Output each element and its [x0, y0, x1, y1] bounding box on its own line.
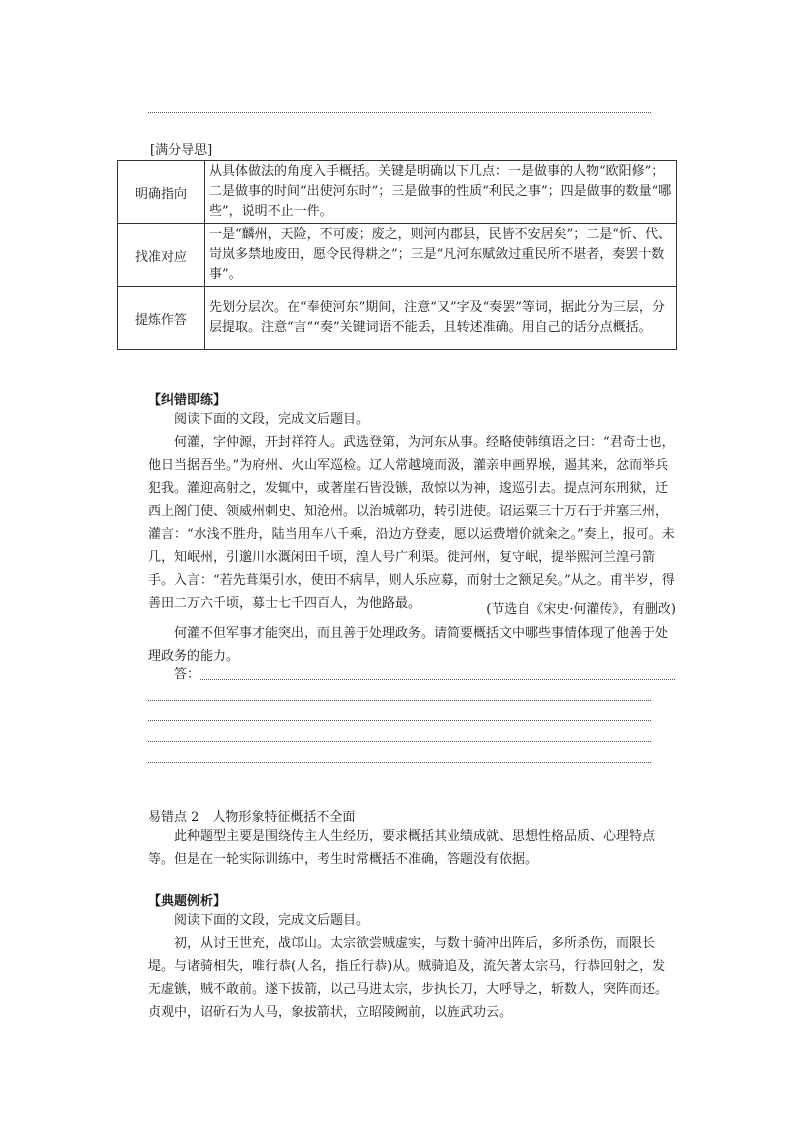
answer-line: [148, 720, 651, 721]
example-passage: 初，从讨王世充，战邙山。太宗欲尝贼虚实，与数十骑冲出阵后，多所杀伤，而限长堤。与诸骑相失，唯行恭(人名，指丘行恭)从。贼骑追及，流矢著太宗马，行恭回射之，发无虚镞，贼不敢前。遂下拔箭，以己马进太宗，步执长刀，大呼导之，斩数人，突阵而还。贞观中，诏斫石为人马，象拔箭状，立昭陵阙前，以旌武功云。: [148, 936, 669, 1020]
error-point-title: 易错点 2 人物形象特征概括不全面: [148, 810, 356, 825]
answer-line: [200, 679, 675, 680]
practice-question: 何灌不但军事才能突出，而且善于处理政务。请简要概括文中哪些事情体现了他善于处理政务的能力。: [148, 626, 669, 664]
practice-source: (节选自《宋史·何灌传》，有删改): [486, 602, 676, 617]
answer-label: 答：: [174, 667, 201, 682]
practice-instruction: 阅读下面的文段，完成文后题目。: [174, 412, 370, 427]
row-label: 明确指向: [118, 161, 205, 224]
practice-passage: 何灌，字仲源，开封祥符人。武选登第，为河东从事。经略使韩缜语之曰：“君奇士也，他日当据吾坐。”为府州、火山军巡检。辽人常越境而汲，灌亲申画界堠，遏其来，忿而举兵犯我。灌迎高射之，发辄中，或著崖石皆没镞，敌惊以为神，逡巡引去。提点河东刑狱，迁西上阁门使、领威州刺史、知沧州。以治城鄣功，转引进使。诏运粟三十万石于并塞三州，灌言：“水浅不胜舟，陆当用车八千乘，沿边方登麦，愿以运费增价就籴之。”奏上，报可。未几，知岷州，引邈川水溉闲田千顷，湟人号广利渠。徙河州，复守岷，提举熙河兰湟弓箭手。入言：“若先葺渠引水，使田不病旱，则人乐应募，而射士之额足矣。”从之。甫半岁，得善田二万六千顷，募士七千四百人，为他路最。: [148, 435, 675, 611]
practice-heading: 【纠错即练】: [148, 393, 227, 408]
example-instruction: 阅读下面的文段，完成文后题目。: [174, 913, 370, 928]
answer-line: [148, 700, 651, 701]
row-content: 先划分层次。在“奉使河东”期间，注意“又”字及“奏罢”等词，据此分为三层，分层提取。注意“言”“奏”关键词语不能丢，且转述准确。用自己的话分点概括。: [205, 287, 677, 350]
table-row: [118, 224, 677, 287]
error-point-desc: 此种题型主要是围绕传主人生经历，要求概括其业绩成就、思想性格品质、心理特点等。但是在一轮实际训练中，考生时常概括不准确，答题没有依据。: [148, 829, 656, 867]
row-content: 一是“麟州，天险，不可废；废之，则河内郡县，民皆不安居矣”；二是“忻、代、岢岚多禁地废田，愿令民得耕之”；三是“凡河东赋敛过重民所不堪者，奏罢十数事”。: [205, 224, 677, 287]
row-label: 提炼作答: [118, 287, 205, 350]
guide-table: [117, 160, 677, 350]
answer-line-top: [148, 112, 651, 113]
row-content: 从具体做法的角度入手概括。关键是明确以下几点：一是做事的人物“欧阳修”；二是做事的时间“出使河东时”；三是做事的性质“利民之事”；四是做事的数量“哪些”，说明不止一件。: [205, 161, 677, 224]
guide-heading: [满分导思]: [150, 143, 213, 158]
table-row: [118, 287, 677, 350]
answer-line: [148, 741, 651, 742]
table-row: [118, 161, 677, 224]
row-label: 找准对应: [118, 224, 205, 287]
answer-line: [148, 762, 651, 763]
example-heading: 【典题例析】: [148, 894, 227, 909]
